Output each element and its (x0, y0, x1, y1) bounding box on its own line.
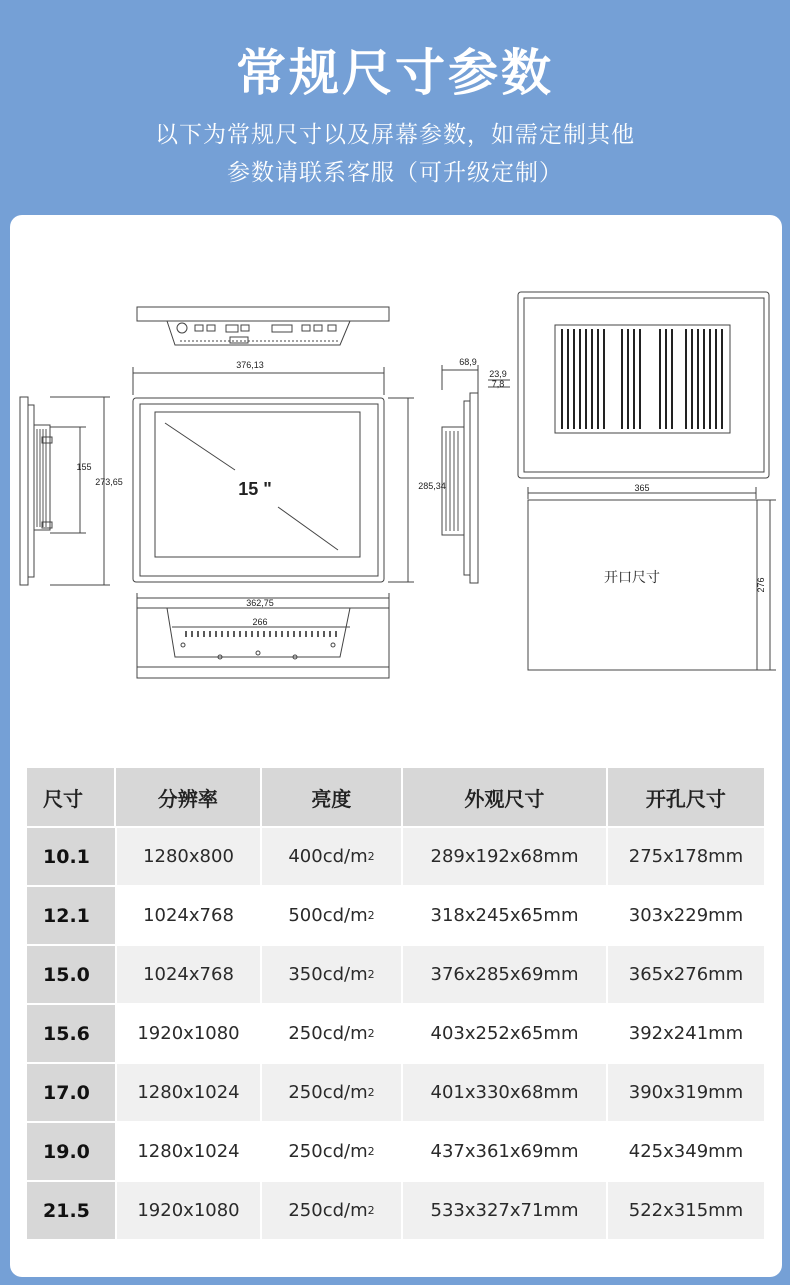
table-row (27, 1180, 764, 1239)
table-row (27, 1003, 764, 1062)
cell-resolution (115, 1003, 260, 1062)
cell-resolution-text: 1024x768 (143, 964, 234, 985)
cell-size (27, 885, 115, 944)
right-side-bezel (470, 393, 478, 583)
cell-hole-size (606, 885, 764, 944)
cell-resolution-text: 1280x800 (143, 846, 234, 867)
cell-outer-size (401, 1062, 606, 1121)
cell-size (27, 1121, 115, 1180)
cell-size (27, 1180, 115, 1239)
cell-size-text: 15.0 (43, 963, 90, 986)
cell-brightness-text: 250cd/m (288, 1200, 368, 1221)
header-outer-size: 外观尺寸 (403, 768, 606, 826)
cell-size-text: 17.0 (43, 1081, 90, 1104)
unit-superscript: 2 (367, 850, 375, 863)
cell-brightness (260, 885, 401, 944)
cell-hole-size-text: 522x315mm (628, 1200, 744, 1221)
cell-size-text: 12.1 (43, 904, 90, 927)
cell-outer-size (401, 885, 606, 944)
cell-hole-size (606, 944, 764, 1003)
cell-size-text: 19.0 (43, 1140, 90, 1163)
cell-outer-size-text: 533x327x71mm (430, 1200, 579, 1221)
cell-resolution (115, 826, 260, 885)
cell-hole-size-text: 275x178mm (628, 846, 744, 867)
cell-brightness (260, 1180, 401, 1239)
table-row (27, 944, 764, 1003)
dim-bottom-inner: 266 (252, 617, 268, 627)
cell-size-text: 15.6 (43, 1022, 90, 1045)
unit-superscript: 2 (367, 968, 375, 981)
cell-hole-size (606, 1121, 764, 1180)
cell-hole-size-text: 390x319mm (628, 1082, 744, 1103)
dim-top-width: 376,13 (236, 360, 264, 370)
cell-size (27, 1003, 115, 1062)
cell-hole-size (606, 1003, 764, 1062)
cell-brightness-text: 250cd/m (288, 1082, 368, 1103)
cell-outer-size-text: 289x192x68mm (430, 846, 579, 867)
cell-resolution-text: 1024x768 (143, 905, 234, 926)
cell-hole-size-text: 392x241mm (628, 1023, 744, 1044)
cell-outer-size-text: 403x252x65mm (430, 1023, 579, 1044)
back-view-frame (518, 292, 769, 478)
cell-hole-size-text: 365x276mm (628, 964, 744, 985)
header-hole-size: 开孔尺寸 (608, 768, 764, 826)
dim-cutout-height: 276 (756, 577, 766, 593)
cell-size-text: 10.1 (43, 845, 90, 868)
cell-outer-size (401, 826, 606, 885)
header-size: 尺寸 (27, 768, 114, 826)
cell-hole-size (606, 826, 764, 885)
dimension-drawing (10, 215, 782, 760)
cell-outer-size-text: 401x330x68mm (430, 1082, 579, 1103)
cell-size (27, 826, 115, 885)
cell-resolution (115, 1062, 260, 1121)
cell-resolution (115, 1121, 260, 1180)
cell-resolution-text: 1920x1080 (137, 1023, 240, 1044)
spec-table (27, 768, 764, 1239)
unit-superscript: 2 (367, 1027, 375, 1040)
cell-resolution-text: 1920x1080 (137, 1200, 240, 1221)
top-view-ports (177, 323, 336, 343)
cell-brightness (260, 1121, 401, 1180)
cell-brightness-text: 250cd/m (288, 1023, 368, 1044)
screen-size-label: 15 " (238, 479, 272, 499)
subtitle-line-2: 参数请联系客服（可升级定制） (227, 160, 563, 186)
cell-size (27, 1062, 115, 1121)
dim-depth-a: 23,9 (489, 369, 507, 379)
dim-height-outer: 285,34 (418, 481, 446, 491)
cell-outer-size (401, 1180, 606, 1239)
dim-depth-b: 7,8 (491, 379, 505, 389)
dim-side-inner: 155 (76, 462, 92, 472)
dim-side-height: 273,65 (95, 477, 123, 487)
cell-hole-size-text: 425x349mm (628, 1141, 744, 1162)
cutout-rect (528, 500, 757, 670)
dim-bottom-width: 362,75 (246, 598, 274, 608)
cell-brightness-text: 500cd/m (288, 905, 368, 926)
cell-hole-size-text: 303x229mm (628, 905, 744, 926)
cell-outer-size (401, 1003, 606, 1062)
subtitle-line-1: 以下为常规尺寸以及屏幕参数，如需定制其他 (155, 122, 635, 148)
cutout-label: 开口尺寸 (604, 569, 660, 585)
unit-superscript: 2 (367, 1086, 375, 1099)
table-row (27, 1121, 764, 1180)
unit-superscript: 2 (367, 1145, 375, 1158)
dim-cutout-width: 365 (634, 483, 650, 493)
cell-brightness-text: 400cd/m (288, 846, 368, 867)
cell-brightness-text: 350cd/m (288, 964, 368, 985)
header-resolution: 分辨率 (116, 768, 259, 826)
top-view-body (167, 321, 350, 345)
cell-outer-size (401, 944, 606, 1003)
cell-resolution-text: 1280x1024 (137, 1082, 240, 1103)
cell-size (27, 944, 115, 1003)
cell-resolution (115, 1180, 260, 1239)
cell-resolution (115, 885, 260, 944)
table-row (27, 826, 764, 885)
cell-resolution (115, 944, 260, 1003)
cell-outer-size (401, 1121, 606, 1180)
cell-brightness (260, 944, 401, 1003)
unit-superscript: 2 (367, 1204, 375, 1217)
header-brightness: 亮度 (262, 768, 401, 826)
cell-brightness-text: 250cd/m (288, 1141, 368, 1162)
header (0, 0, 790, 215)
cell-outer-size-text: 437x361x69mm (430, 1141, 579, 1162)
page-title: 常规尺寸参数 (236, 44, 554, 102)
cell-brightness (260, 826, 401, 885)
cell-outer-size-text: 318x245x65mm (430, 905, 579, 926)
cell-size-text: 21.5 (43, 1199, 90, 1222)
left-side-bezel (20, 397, 28, 585)
cell-hole-size (606, 1062, 764, 1121)
cell-brightness (260, 1062, 401, 1121)
table-row (27, 885, 764, 944)
cell-brightness (260, 1003, 401, 1062)
dim-depth: 68,9 (459, 357, 477, 367)
table-row (27, 1062, 764, 1121)
top-view-frame (137, 307, 389, 321)
table-header-row (27, 768, 764, 826)
unit-superscript: 2 (367, 909, 375, 922)
cell-hole-size (606, 1180, 764, 1239)
cell-outer-size-text: 376x285x69mm (430, 964, 579, 985)
cell-resolution-text: 1280x1024 (137, 1141, 240, 1162)
